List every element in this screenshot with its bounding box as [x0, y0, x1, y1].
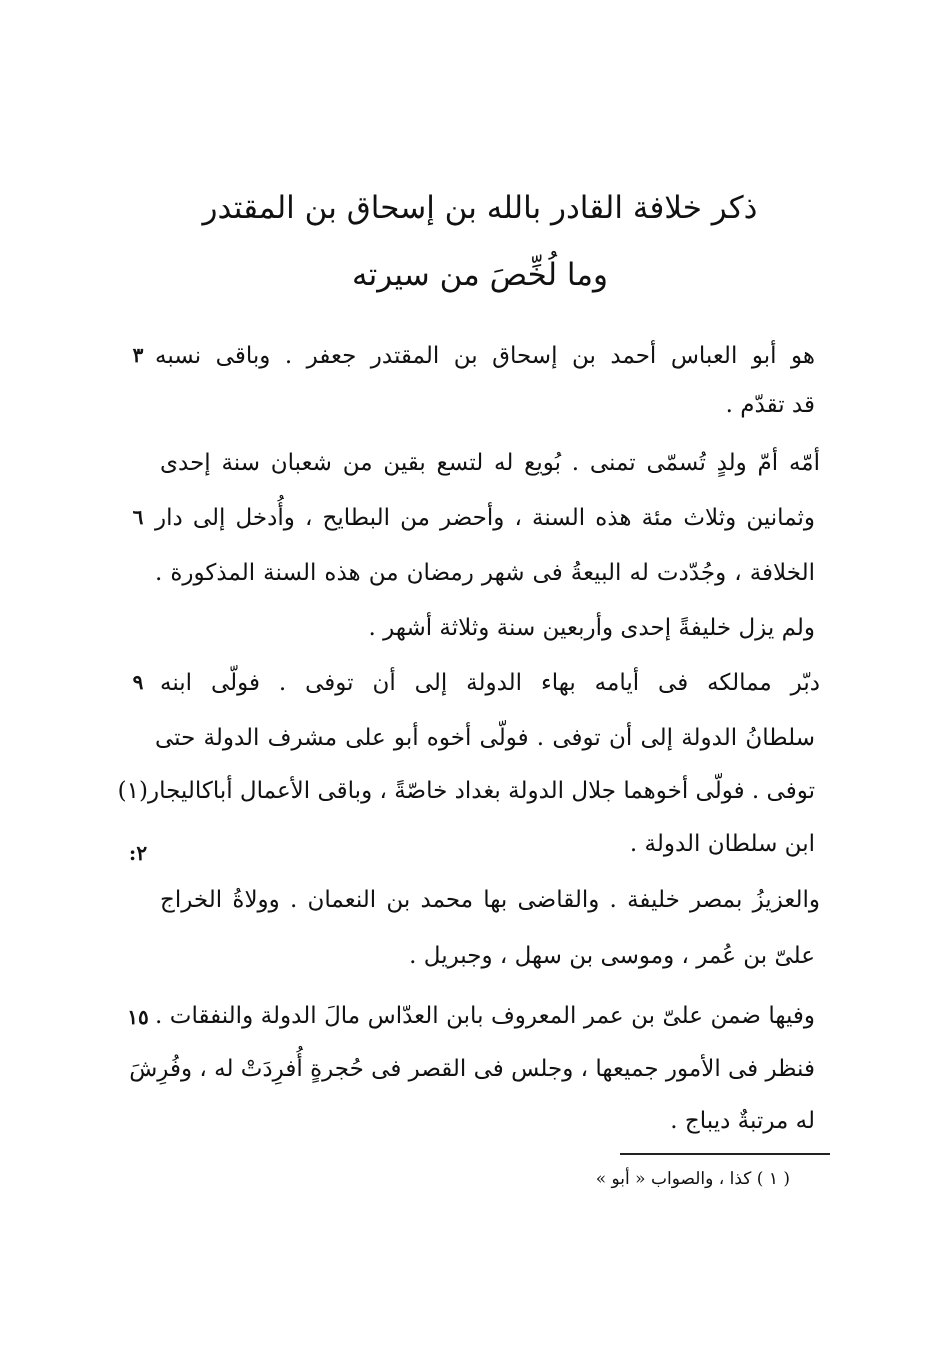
text-line: له مرتبةٌ ديباج .: [670, 1108, 815, 1134]
text-line: والعزيزُ بمصر خليفة . والقاضى بها محمد بن النعمان . وولاةُ الخراج: [160, 887, 820, 913]
text-line: علىّ بن عُمر ، وموسى بن سهل ، وجبريل .: [409, 943, 815, 969]
text-line: أمّه أمّ ولدٍ تُسمّى تمنى . بُويع له لتسع بقين من شعبان سنة إحدى: [160, 450, 820, 476]
line-number: ٣: [132, 343, 144, 367]
text-line: دبّر ممالكه فى أيامه بهاء الدولة إلى أن توفى . فولّى ابنه: [160, 670, 820, 696]
chapter-subtitle: وما لُخِّصَ من سيرته: [352, 257, 608, 293]
text-line: هو أبو العباس أحمد بن إسحاق بن المقتدر جعفر . وباقى نسبه: [155, 343, 815, 369]
text-line: فنظر فى الأمور جميعها ، وجلس فى القصر فى حُجرةٍ أُفرِدَتْ له ، وفُرِشَ: [129, 1056, 815, 1082]
text-line: الخلافة ، وجُدّدت له البيعةُ فى شهر رمضان من هذه السنة المذكورة .: [155, 560, 815, 586]
text-line: ابن سلطان الدولة .: [629, 831, 815, 857]
text-line: وفيها ضمن علىّ بن عمر المعروف بابن العدّاس مالَ الدولة والنفقات .: [155, 1003, 815, 1029]
line-number: ١٥: [127, 1005, 149, 1029]
page-marker: ٢:: [128, 841, 148, 865]
chapter-title: ذكر خلافة القادر بالله بن إسحاق بن المقتدر: [202, 190, 758, 226]
text-line: وثمانين وثلاث مئة هذه السنة ، وأحضر من البطايح ، وأُدخل إلى دار: [155, 505, 815, 531]
text-line: توفى . فولّى أخوهما جلال الدولة بغداد خاصّةً ، وباقى الأعمال أباكاليجار(١): [117, 778, 815, 804]
line-number: ٩: [132, 670, 144, 694]
line-number: ٦: [132, 505, 144, 529]
text-line: قد تقدّم .: [725, 392, 815, 418]
text-line: سلطانُ الدولة إلى أن توفى . فولّى أخوه أبو على مشرف الدولة حتى: [155, 725, 815, 751]
footnote: ( ١ ) كذا ، والصواب « أبو »: [595, 1169, 790, 1189]
footnote-divider: [620, 1153, 830, 1155]
text-line: ولم يزل خليفةً إحدى وأربعين سنة وثلاثة أشهر .: [368, 615, 815, 641]
